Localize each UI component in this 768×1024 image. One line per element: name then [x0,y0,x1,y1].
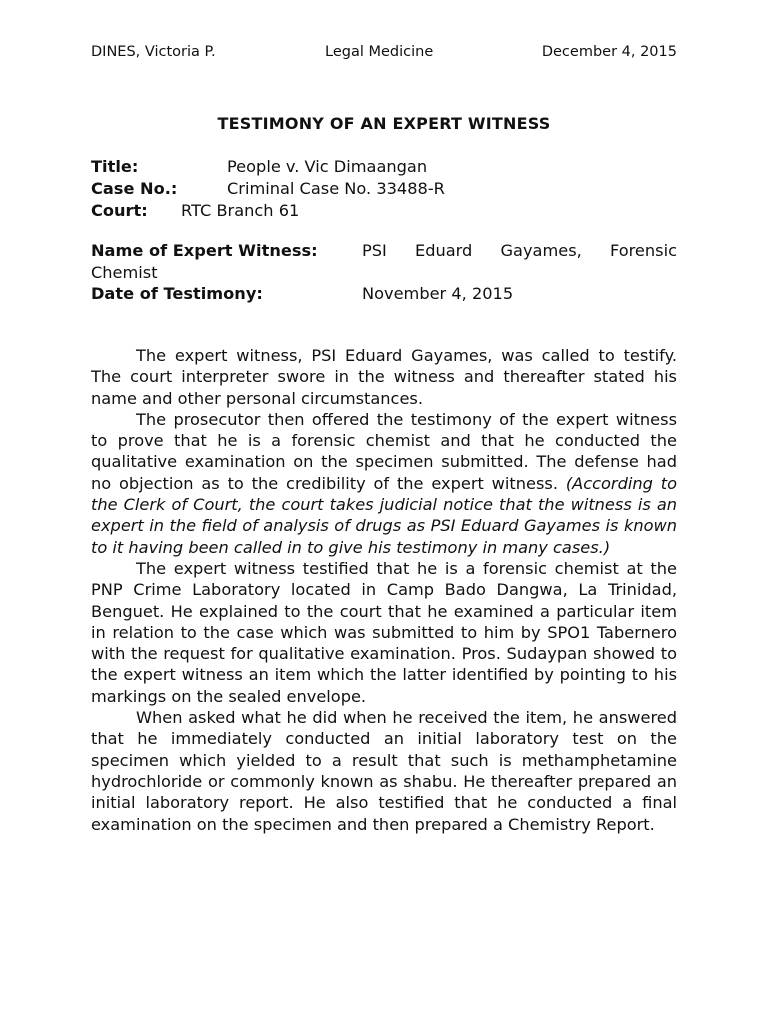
header-subject: Legal Medicine [325,44,434,60]
witness-word: Eduard [415,241,473,260]
witness-word: Forensic [609,241,677,260]
witness-label: Name of Expert Witness: [91,241,318,260]
page-header [91,44,677,64]
witness-word: Gayames, [500,241,582,260]
testimony-body [91,345,677,835]
paragraph-2-italic-note: (According to the Clerk of Court, the court takes judicial notice that the witness is an expert in the field of analysis of drugs as PSI Eduard Gayames is known to it having been called in to give his testimony in many cases.) [91,473,677,557]
case-label: Case No.: [91,179,178,198]
title-value: People v. Vic Dimaangan [227,157,428,176]
court-label: Court: [91,201,148,220]
paragraph-2-text: The prosecutor then offered the testimony of the expert witness to prove that he is a forensic chemist and that he conducted the qualitative examination on the specimen submitted. The defense had no objection as to the credibility of the expert witness. [91,409,677,493]
testimony-date-value: November 4, 2015 [362,284,514,303]
meta-court-row [91,200,677,222]
meta-case-row [91,178,677,200]
case-value: Criminal Case No. 33488-R [227,179,445,198]
document-title: TESTIMONY OF AN EXPERT WITNESS [217,114,551,133]
paragraph-4: When asked what he did when he received the item, he answered that he immediately conducted an initial laboratory test on the specimen which yielded to a result that such is methamphetamine hydrochloride or commonly known as shabu. He thereafter prepared an initial laboratory report. He also testified that he conducted a final examination on the specimen and then prepared a Chemistry Report. [91,708,677,834]
title-label: Title: [91,157,139,176]
witness-value-line2: Chemist [91,263,158,282]
meta-title-row [91,156,677,178]
witness-value-line1 [362,240,677,262]
court-value: RTC Branch 61 [181,201,300,220]
meta-date-row [91,283,677,305]
meta-witness-row [91,240,677,282]
paragraph-3: The expert witness testified that he is a forensic chemist at the PNP Crime Laboratory located in Camp Bado Dangwa, La Trinidad, Benguet. He explained to the court that he examined a particular item in relation to the case which was submitted to him by SPO1 Tabernero with the request for qualitative examination. Pros. Sudaypan showed to the expert witness an item which the latter identified by pointing to his markings on the sealed envelope. [91,558,677,706]
testimony-date-label: Date of Testimony: [91,284,263,303]
paragraph-1: The expert witness, PSI Eduard Gayames, was called to testify. The court interpreter swore in the witness and thereafter stated his name and other personal circumstances. [91,346,677,408]
header-author: DINES, Victoria P. [91,44,216,60]
paragraph-2 [91,409,677,558]
header-date: December 4, 2015 [541,44,677,60]
witness-word: PSI [362,241,387,260]
